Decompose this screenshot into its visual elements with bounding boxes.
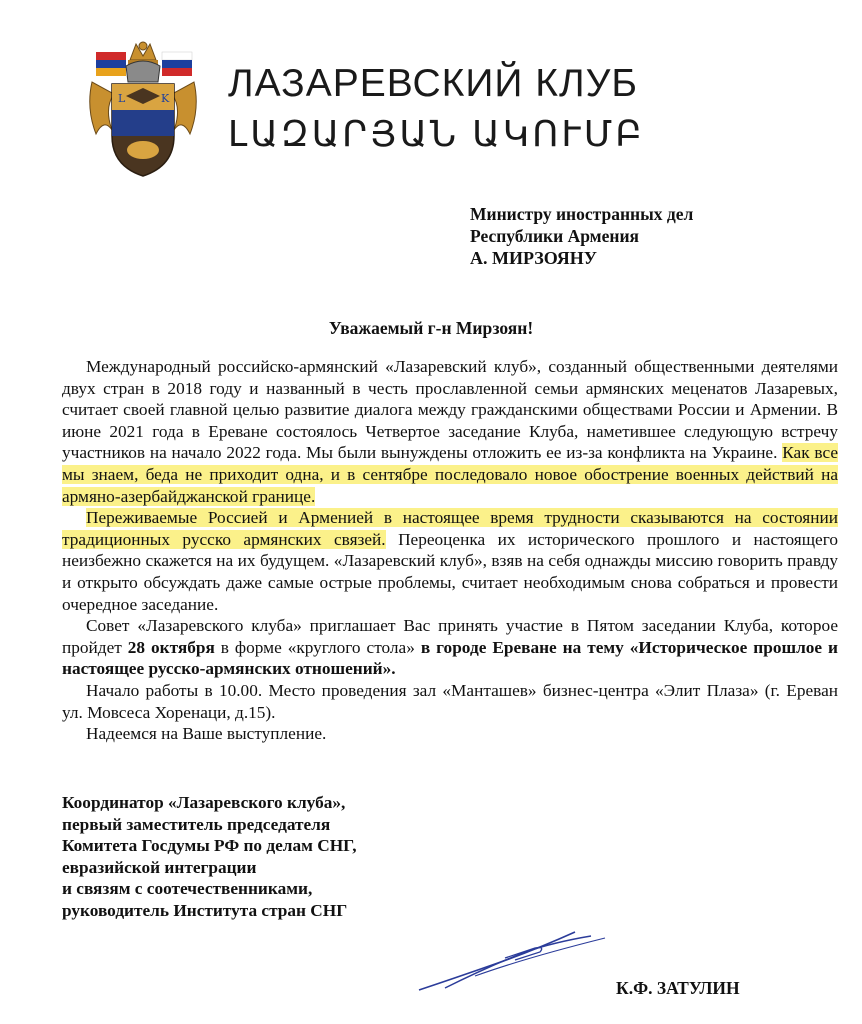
lazarev-club-logo <box>82 38 204 178</box>
russian-flag-icon <box>162 52 192 76</box>
addressee-title-line2: Республики Армения <box>470 226 639 246</box>
armenian-flag-icon <box>96 52 126 76</box>
signature-title-block <box>62 792 357 922</box>
signature-title-line: евразийской интеграции <box>62 857 257 877</box>
paragraph-1 <box>62 356 838 507</box>
meeting-topic: в городе Ереване на тему «Историческое прошлое и настоящее русско-армянских отношений». <box>62 637 839 679</box>
handwritten-signature <box>415 918 615 998</box>
paragraph-2-text: Переоценка их исторического прошлого и настоящего неизбежно скажется на их будущем. «Лазаревский клуб», взяв на себя однажды миссию говорить правду и открыто обсуждать даже самые острые проблемы, считает необходимым снова собраться и провести очередное заседание. <box>62 529 838 614</box>
paragraph-5: Надеемся на Ваше выступление. <box>86 724 327 744</box>
paragraph-3-text: Совет «Лазаревского клуба» приглашает Вас принять участие в Пятом заседании Клуба, которое пройдет <box>62 616 838 657</box>
club-name-armenian: ԼԱԶԱՐՅԱՆ ԱԿՈՒՄԲ <box>228 113 645 154</box>
signature-title-line: Комитета Госдумы РФ по делам СНГ, <box>62 836 357 856</box>
meeting-date: 28 октября <box>127 637 215 657</box>
club-name <box>228 62 645 158</box>
salutation: Уважаемый г-н Мирзоян! <box>328 318 534 338</box>
paragraph-2 <box>62 507 838 615</box>
signer-name: К.Ф. ЗАТУЛИН <box>616 978 740 998</box>
highlighted-text: Переживаемые Россией и Арменией в настоящее время трудности сказываются на состоянии традиционных русско армянских связей. <box>62 508 838 549</box>
addressee-block <box>470 203 693 269</box>
signature-title-line: и связям с соотечественниками, <box>62 879 313 899</box>
paragraph-1-text: Международный российско-армянский «Лазаревский клуб», созданный общественными деятелями двух стран в 2018 году и названный в честь прославленной семьи армянских меценатов Лазаревых, считает своей главной целью развитие диалога между гражданскими обществами России и Армении. В июне 2021 года в Ереване состоялось Четвертое заседание Клуба, наметившее следующую встречу участников на начало 2022 года. Мы были вынуждены отложить ее из-за конфликта на Украине. <box>62 357 838 463</box>
logo-letter-k: K <box>161 92 170 105</box>
club-name-russian: ЛАЗАРЕВСКИЙ КЛУБ <box>228 62 638 105</box>
letter-body <box>62 356 838 745</box>
paragraph-3-format: в форме «круглого стола» <box>220 637 415 657</box>
paragraph-3 <box>62 615 838 680</box>
logo-letter-l: L <box>118 92 126 105</box>
signature-title-line: руководитель Института стран СНГ <box>62 900 348 920</box>
addressee-title-line1: Министру иностранных дел <box>470 204 694 224</box>
signature-title-line: первый заместитель председателя <box>62 814 331 834</box>
highlighted-text: Как все мы знаем, беда не приходит одна, и в сентябре последовало новое обострение военных действий на армяно-азербайджанской границе. <box>62 443 838 506</box>
addressee-name: А. МИРЗОЯНУ <box>470 248 598 268</box>
paragraph-4: Начало работы в 10.00. Место проведения зал «Манташев» бизнес-центра «Элит Плаза» (г. Ереван ул. Мовсеса Хоренаци, д.15). <box>62 680 838 722</box>
signature-title-line: Координатор «Лазаревского клуба», <box>62 793 346 812</box>
